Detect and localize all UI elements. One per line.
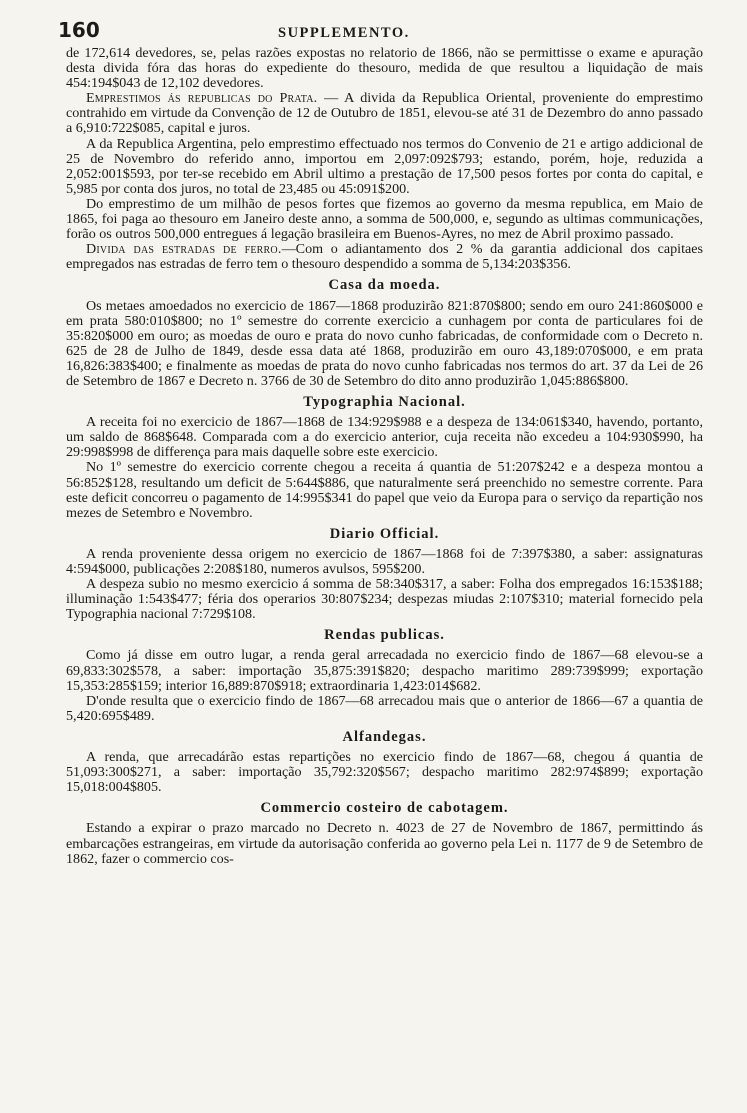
page-header (58, 18, 703, 46)
section-heading-rendas: Rendas publicas. (324, 627, 445, 644)
paragraph-lead: Divida das estradas de ferro. (86, 241, 282, 258)
paragraph-railways (66, 242, 703, 272)
paragraph-debtors: de 172,614 devedores, se, pelas razões expostas no relatorio de 1866, não se permittisse o exame e apuração desta divida fóra das horas do expediente do thesouro, medida de que resultou a liquidação de mais 454:194$043 de 12,102 devedores. (66, 45, 703, 92)
paragraph-alfandegas: A renda, que arrecadárão estas repartições no exercicio findo de 1867—68, chegou á quantia de 51,093:300$271, a saber: importação 35,792:320$567; despacho maritimo 282:974$899; exportação 15,018:004$805. (66, 749, 703, 796)
document-body (66, 46, 703, 867)
section-heading-diario: Diario Official. (329, 525, 440, 542)
paragraph-loans-prata (66, 91, 703, 136)
section-heading-typographia: Typographia Nacional. (303, 394, 466, 411)
section-heading-commercio: Commercio costeiro de cabotagem. (260, 800, 509, 817)
paragraph-typographia-1: A receita foi no exercicio de 1867—1868 de 134:929$988 e a despeza de 134:061$340, havendo, portanto, um saldo de 868$648. Comparada com a do exercicio anterior, cuja receita não excedeu a 104:930$990, ha 29:998$998 de differença para mais daquelle sobre este exercicio. (66, 414, 703, 461)
paragraph-typographia-2: No 1º semestre do exercicio corrente chegou a receita á quantia de 51:207$242 e a despeza montou a 56:852$128, resultando um deficit de 5:644$886, que naturalmente será preenchido no semestre corrente. Para este deficit concorreu o pagamento de 14:995$341 do papel que veio da Europa para o serviço da repartição nos mezes de Setembro e Novembro. (66, 459, 703, 521)
paragraph-diario-1: A renda proveniente dessa origem no exercicio de 1867—1868 foi de 7:397$380, a saber: assignaturas 4:594$000, publicações 2:208$180, numeros avulsos, 595$200. (66, 545, 703, 577)
running-head: SUPPLEMENTO. (278, 25, 410, 41)
paragraph-diario-2: A despeza subio no mesmo exercicio á somma de 58:340$317, a saber: Folha dos empregados 16:153$188; illuminação 1:543$477; féria dos operarios 30:807$234; despezas miudas 2:107$310; material fornecido pela Typographia nacional 7:729$108. (66, 576, 703, 623)
paragraph-text: — A divida da Republica Oriental, proveniente do emprestimo contrahido em virtude da Convenção de 12 de Outubro de 1851, elevou-se até 31 de Dezembro do anno passado a 6,910:722$085, capital e juros. (66, 90, 703, 137)
page-number: 160 (58, 18, 100, 42)
paragraph-commercio: Estando a expirar o prazo marcado no Decreto n. 4023 de 27 de Novembro de 1867, permittindo ás embarcações estrangeiras, em virtude da autorisação conferida ao governo pela Lei n. 1177 de 9 de Setembro de 1862, fazer o commercio cos- (66, 820, 703, 867)
paragraph-casa-moeda: Os metaes amoedados no exercicio de 1867—1868 produzirão 821:870$800; sendo em ouro 241:860$000 e em prata 580:010$800; no 1º semestre do corrente exercicio a cunhagem por conta de particulares foi de 35:820$000 em ouro; as moedas de ouro e prata do novo cunho fabricadas, de conformidade com o Decreto n. 625 de 28 de Julho de 1849, desde essa data até 1868, produzirão em ouro 43,189:070$000, e em prata 16,826:383$400; e finalmente as moedas de prata do novo cunho fabricadas nos termos do art. 37 da Lei de 26 de Setembro de 1867 e Decreto n. 3766 de 30 de Setembro do dito anno produzirão 1,045:886$800. (66, 297, 703, 389)
paragraph-rendas-1: Como já disse em outro lugar, a renda geral arrecadada no exercicio findo de 1867—68 elevou-se a 69,833:302$578, a saber: importação 35,875:391$820; despacho maritimo 289:739$999; exportação 15,353:285$159; interior 16,889:870$918; extraordinaria 1,423:014$682. (66, 647, 703, 694)
paragraph-million-loan: Do emprestimo de um milhão de pesos fortes que fizemos ao governo da mesma republica, em Maio de 1865, foi paga ao thesouro em Janeiro deste anno, a somma de 500,000, e, segundo as ultimas communicações, forão os outros 500,000 entregues á legação brasileira em Buenos-Ayres, no mez de Abril proximo passado. (66, 195, 703, 243)
paragraph-text: —Com o adiantamento dos 2 % da garantia addicional dos capitaes empregados nas estradas de ferro tem o thesouro despendido a somma de 5,134:203$356. (66, 241, 704, 273)
paragraph-argentina: A da Republica Argentina, pelo emprestimo effectuado nos termos do Convenio de 21 e artigo addicional de 25 de Novembro do referido anno, importou em 2,097:092$793; estando, porém, hoje, reduzida a 2,052:001$593, por ter-se recebido em Abril ultimo a prestação de 17,500 pesos fortes por conta do capital, e 5,985 por conta dos juros, no total de 23,485 ou 45:091$200. (66, 135, 703, 197)
paragraph-lead: Emprestimos ás republicas do Prata. (86, 90, 318, 107)
paragraph-rendas-2: D'onde resulta que o exercicio findo de 1867—68 arrecadou mais que o anterior de 1866—67 a quantia de 5,420:695$489. (66, 692, 703, 724)
section-heading-casa-moeda: Casa da moeda. (328, 277, 441, 294)
section-heading-alfandegas: Alfandegas. (342, 728, 427, 745)
